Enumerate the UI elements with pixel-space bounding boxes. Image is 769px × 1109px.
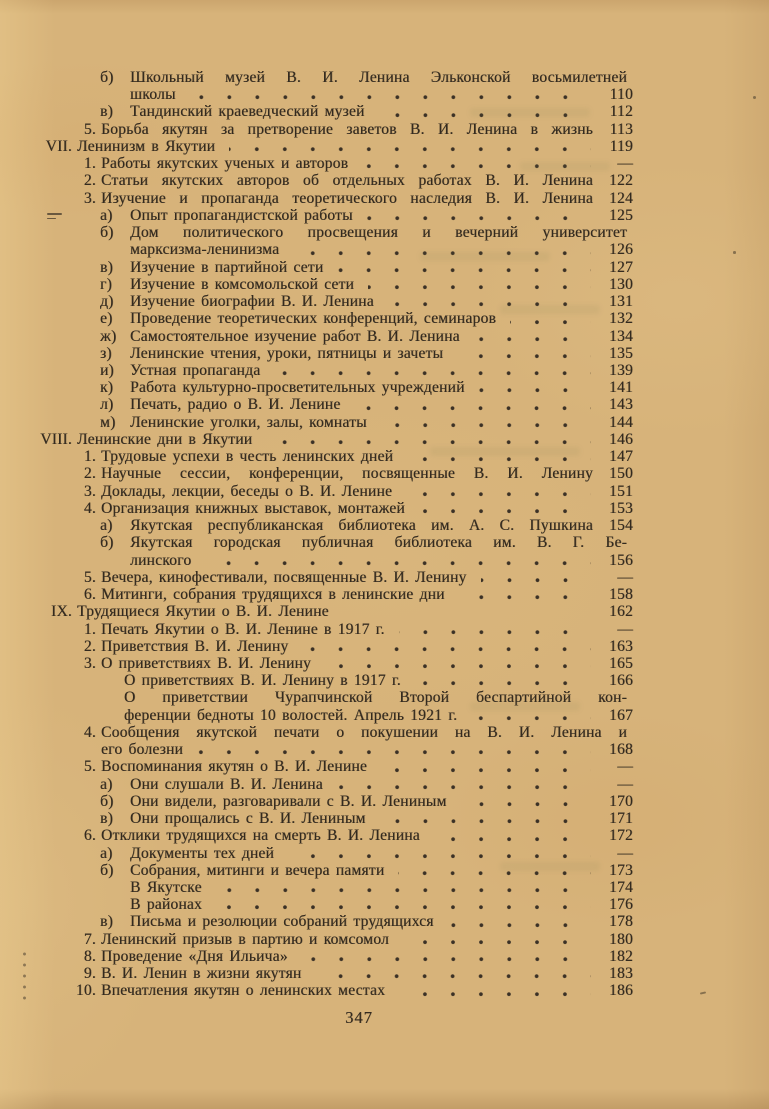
show-through-smudge (470, 108, 590, 117)
toc-entry (0, 845, 633, 862)
dot-leader (380, 819, 591, 824)
entry-title: Дом политического просвещения и вечерний университет (130, 224, 627, 242)
dot-leader (325, 664, 591, 669)
dot-leader (381, 423, 591, 428)
entry-page-number: 131 (609, 293, 633, 311)
show-through-smudge (500, 862, 600, 871)
toc-entry (0, 672, 633, 689)
entry-title: Ленинские чтения, уроки, пятницы и зачеты (130, 344, 444, 362)
entry-page-number: 153 (609, 499, 633, 517)
entry-title: О приветствиях В. И. Ленину (101, 654, 312, 672)
entry-title: Изучение биографии В. И. Ленина (130, 293, 374, 311)
dot-leader (368, 285, 591, 290)
entry-page-number: — (617, 568, 633, 586)
entry-marker: 3. (83, 654, 96, 672)
show-through-smudge (420, 252, 550, 261)
toc-entry (0, 827, 633, 844)
entry-title: Вечера, кинофестивали, посвященные В. И. Ленину (101, 568, 467, 586)
entry-title: В Якутске (130, 879, 202, 897)
entry-title: О приветствии Чурапчинской Второй беспартийной кон- (124, 689, 627, 707)
ink-speck (700, 991, 706, 994)
entry-page-number: 141 (609, 379, 633, 397)
toc-entry (0, 465, 633, 482)
entry-title: марксизма-ленинизма (130, 241, 280, 259)
entry-title: Собрания, митинги и вечера памяти (130, 861, 385, 879)
entry-page-number: 165 (609, 654, 633, 672)
dot-leader (434, 837, 591, 842)
ink-speck-column (23, 952, 26, 1004)
toc-entry (0, 362, 633, 379)
entry-marker: в) (100, 810, 113, 828)
toc-entry (0, 569, 633, 586)
dot-leader (459, 595, 591, 600)
entry-title: О приветствиях В. И. Ленину в 1917 г. (124, 672, 401, 690)
dot-leader (229, 147, 591, 152)
dot-leader (381, 768, 591, 773)
toc-entry (0, 810, 633, 827)
toc-entry (0, 621, 633, 638)
entry-marker: д) (100, 293, 114, 311)
entry-page-number: 150 (609, 465, 633, 483)
entry-marker: 4. (83, 499, 96, 517)
entry-page-number: 168 (609, 741, 633, 759)
entry-title: Работы якутских ученых и авторов (101, 155, 349, 173)
entry-title: Отклики трудящихся на смерть В. И. Ленина (101, 827, 420, 845)
dot-leader (274, 371, 591, 376)
entry-title: Ленинские дни в Якутии (77, 430, 253, 448)
entry-page-number: 127 (609, 258, 633, 276)
dot-leader (415, 681, 591, 686)
entry-page-number: 125 (609, 206, 633, 224)
toc-entry (0, 259, 633, 276)
toc-entry (0, 948, 633, 965)
toc-entry (0, 121, 633, 138)
entry-title: Изучение и пропаганда теоретического наследия В. И. Ленина (101, 189, 593, 207)
entry-page-number: 147 (609, 448, 633, 466)
entry-title: Воспоминания якутян о В. И. Ленине (101, 758, 368, 776)
entry-title: Ленинский призыв в партию и комсомол (101, 930, 389, 948)
dot-leader (354, 406, 591, 411)
toc-entry (0, 431, 633, 448)
entry-page-number: 110 (609, 86, 633, 104)
show-through-smudge (500, 305, 600, 314)
toc-entry (0, 603, 633, 620)
entry-page-number: 126 (609, 241, 633, 259)
entry-title: Опыт пропагандистской работы (130, 206, 353, 224)
toc-entry (0, 328, 633, 345)
entry-title: Трудящиеся Якутии о В. И. Ленине (77, 603, 329, 621)
entry-marker: г) (100, 275, 112, 293)
entry-title: Ленинизм в Якутии (77, 137, 216, 155)
entry-marker: 9. (83, 965, 96, 983)
entry-page-number: 173 (609, 861, 633, 879)
show-through-smudge (520, 162, 610, 171)
toc-entry (0, 931, 633, 948)
entry-page-number: 183 (609, 965, 633, 983)
entry-title: линского (130, 551, 192, 569)
entry-page-number: 186 (609, 982, 633, 1000)
entry-page-number: 154 (609, 517, 633, 535)
dot-leader (407, 457, 591, 462)
entry-marker: в) (100, 258, 113, 276)
entry-marker: 10. (75, 982, 96, 1000)
leader-space (343, 613, 591, 618)
entry-page-number: 172 (609, 827, 633, 845)
entry-marker: 5. (83, 120, 96, 138)
entry-marker: а) (100, 844, 113, 862)
entry-marker: а) (100, 206, 113, 224)
entry-marker: л) (100, 396, 114, 414)
dot-leader (481, 578, 592, 583)
toc-entry (0, 793, 633, 810)
entry-marker: 1. (83, 620, 96, 638)
toc-entry (0, 724, 633, 741)
entry-marker: 8. (83, 947, 96, 965)
entry-marker: к) (100, 379, 114, 397)
entry-marker: 6. (83, 586, 96, 604)
entry-page-number: 180 (609, 930, 633, 948)
toc-entry (0, 345, 633, 362)
page-footer (339, 1008, 379, 1028)
dot-leader (398, 871, 591, 876)
toc-entry (0, 500, 633, 517)
dot-leader (399, 630, 591, 635)
toc-entry (0, 638, 633, 655)
entry-title: Они видели, разговаривали с В. И. Лениным (130, 792, 447, 810)
toc-entry (0, 776, 633, 793)
entry-page-number: 176 (609, 896, 633, 914)
entry-page-number: — (617, 844, 633, 862)
entry-marker: 5. (83, 568, 96, 586)
dot-leader (367, 216, 591, 221)
dot-leader (288, 854, 591, 859)
entry-page-number: 178 (609, 913, 633, 931)
dot-leader (448, 923, 591, 928)
dot-leader (479, 388, 591, 393)
toc-entry (0, 586, 633, 603)
entry-marker: а) (100, 517, 113, 535)
entry-page-number: 139 (609, 361, 633, 379)
entry-title: Устная пропаганда (130, 361, 261, 379)
entry-page-number: 171 (609, 810, 633, 828)
ink-speck (753, 96, 756, 99)
toc-entry (0, 483, 633, 500)
show-through-smudge (430, 447, 580, 456)
entry-title: ференции бедноты 10 волостей. Апрель 1921 г. (124, 706, 458, 724)
entry-page-number: 144 (609, 413, 633, 431)
entry-title: Проведение «Дня Ильича» (101, 947, 288, 965)
entry-title: Самостоятельное изучение работ В. И. Ленина (130, 327, 460, 345)
entry-marker: 2. (83, 172, 96, 190)
entry-title: Проведение теоретических конференций, семинаров (130, 310, 497, 328)
entry-page-number: 167 (609, 706, 633, 724)
toc-entry (0, 965, 633, 982)
entry-marker: 6. (83, 827, 96, 845)
table-of-contents (0, 69, 633, 1000)
entry-page-number: 156 (609, 551, 633, 569)
entry-marker: 3. (83, 482, 96, 500)
dot-leader (457, 354, 591, 359)
entry-page-number: 158 (609, 586, 633, 604)
ink-speck (733, 251, 736, 254)
entry-page-number: 151 (609, 482, 633, 500)
entry-title: Сообщения якутской печати о покушении на В. И. Ленина и (101, 723, 627, 741)
dot-leader (216, 905, 591, 910)
toc-entry (0, 224, 633, 241)
entry-title: Они слушали В. И. Ленина (130, 775, 323, 793)
entry-title: Работа культурно-просветительных учреждений (130, 379, 465, 397)
entry-page-number: 113 (609, 120, 633, 138)
toc-entry (0, 69, 633, 86)
entry-marker: VII. (45, 137, 72, 155)
entry-page-number: 132 (609, 310, 633, 328)
entry-marker: 1. (83, 155, 96, 173)
entry-page-number: 166 (609, 672, 633, 690)
entry-title: В. И. Ленин в жизни якутян (101, 965, 302, 983)
toc-entry (0, 655, 633, 672)
dot-leader (190, 95, 591, 100)
entry-title: Якутская городская публичная библиотека им. В. Г. Бе- (130, 534, 627, 552)
entry-page-number: 143 (609, 396, 633, 414)
entry-marker: б) (100, 534, 114, 552)
entry-title: Якутская республиканская библиотека им. А. С. Пушкина (130, 517, 593, 535)
entry-page-number: — (617, 620, 633, 638)
toc-entry (0, 758, 633, 775)
entry-page-number: 162 (609, 603, 633, 621)
entry-marker: ж) (100, 327, 117, 345)
entry-marker: б) (100, 792, 114, 810)
toc-entry (0, 879, 633, 896)
entry-title: Они прощались с В. И. Лениным (130, 810, 366, 828)
entry-page-number: 124 (609, 189, 633, 207)
toc-entry (0, 913, 633, 930)
dot-leader (403, 940, 591, 945)
entry-page-number: — (617, 758, 633, 776)
entry-page-number: 135 (609, 344, 633, 362)
toc-entry (0, 86, 633, 103)
dot-leader (337, 268, 591, 273)
toc-entry (0, 552, 633, 569)
entry-marker: 3. (83, 189, 96, 207)
entry-title: Научные сессии, конференции, посвященные В. И. Ленину (101, 465, 593, 483)
dot-leader (510, 320, 591, 325)
dot-leader (406, 492, 591, 497)
dot-leader (197, 750, 591, 755)
dot-leader (461, 802, 591, 807)
entry-title: Печать Якутии о В. И. Ленине в 1917 г. (101, 620, 385, 638)
entry-title: Статьи якутских авторов об отдельных работах В. И. Ленина (101, 172, 593, 190)
toc-entry (0, 379, 633, 396)
entry-title: Ленинские уголки, залы, комнаты (130, 413, 367, 431)
entry-page-number: 174 (609, 879, 633, 897)
toc-entry (0, 396, 633, 413)
entry-page-number: 130 (609, 275, 633, 293)
dot-leader (471, 716, 591, 721)
entry-title: школы (130, 86, 176, 104)
toc-entry (0, 982, 633, 999)
entry-title: В районах (130, 896, 203, 914)
toc-entry (0, 172, 633, 189)
entry-title: Доклады, лекции, беседы о В. И. Ленине (101, 482, 393, 500)
entry-page-number: 146 (609, 430, 633, 448)
entry-page-number: 122 (609, 172, 633, 190)
entry-title: Изучение в партийной сети (130, 258, 324, 276)
dot-leader (302, 957, 591, 962)
dot-leader (315, 974, 591, 979)
toc-entry (0, 276, 633, 293)
toc-entry (0, 138, 633, 155)
entry-marker: 5. (83, 758, 96, 776)
toc-entry (0, 896, 633, 913)
toc-entry (0, 517, 633, 534)
entry-page-number: 134 (609, 327, 633, 345)
entry-title: Борьба якутян за претворение заветов В. И. Ленина в жизнь (101, 120, 593, 138)
entry-title: Митинги, собрания трудящихся в ленинские дни (101, 586, 445, 604)
dot-leader (216, 888, 591, 893)
entry-title: Изучение в комсомольской сети (130, 275, 355, 293)
toc-entry (0, 414, 633, 431)
dot-leader (205, 561, 591, 566)
entry-marker: 1. (83, 448, 96, 466)
toc-entry (0, 207, 633, 224)
dot-leader (266, 440, 591, 445)
entry-title: Школьный музей В. И. Ленина Эльконской восьмилетней (130, 69, 627, 86)
entry-page-number: — (617, 155, 633, 173)
entry-page-number: 163 (609, 637, 633, 655)
entry-title: Организация книжных выставок, монтажей (101, 499, 405, 517)
entry-title: его болезни (101, 741, 184, 759)
dot-leader (419, 509, 591, 514)
entry-title: Приветствия В. И. Ленину (101, 637, 289, 655)
toc-entry (0, 534, 633, 551)
entry-title: Впечатления якутян о ленинских местах (101, 982, 386, 1000)
entry-marker: 2. (83, 465, 96, 483)
toc-entry (0, 741, 633, 758)
entry-marker: 2. (83, 637, 96, 655)
page-number: 347 (345, 1008, 373, 1027)
entry-page-number: 170 (609, 792, 633, 810)
toc-entry (0, 190, 633, 207)
entry-page-number: — (617, 775, 633, 793)
entry-marker: б) (100, 861, 114, 879)
dot-leader (474, 337, 591, 342)
entry-marker: в) (100, 103, 113, 121)
entry-marker: и) (100, 361, 114, 379)
entry-marker: а) (100, 775, 113, 793)
dot-leader (399, 992, 591, 997)
entry-page-number: 182 (609, 947, 633, 965)
entry-marker: б) (100, 224, 114, 242)
entry-marker: в) (100, 913, 113, 931)
entry-title: Письма и резолюции собраний трудящихся (130, 913, 434, 931)
entry-marker: 7. (83, 930, 96, 948)
dot-leader (337, 785, 591, 790)
entry-title: Трудовые успехи в честь ленинских дней (101, 448, 394, 466)
pencil-mark-dashes (47, 213, 62, 220)
entry-marker: з) (100, 344, 112, 362)
entry-page-number: 119 (609, 137, 633, 155)
entry-marker: VIII. (40, 430, 72, 448)
entry-marker: IX. (51, 603, 72, 621)
entry-title: Тандинский краеведческий музей (130, 103, 365, 121)
entry-marker: е) (100, 310, 113, 328)
entry-marker: б) (100, 69, 114, 86)
dot-leader (302, 647, 591, 652)
entry-title: Документы тех дней (130, 844, 275, 862)
entry-title: Печать, радио о В. И. Ленине (130, 396, 341, 414)
show-through-smudge (470, 702, 580, 711)
entry-page-number: 112 (609, 103, 633, 121)
entry-marker: м) (100, 413, 116, 431)
entry-marker: 4. (83, 723, 96, 741)
